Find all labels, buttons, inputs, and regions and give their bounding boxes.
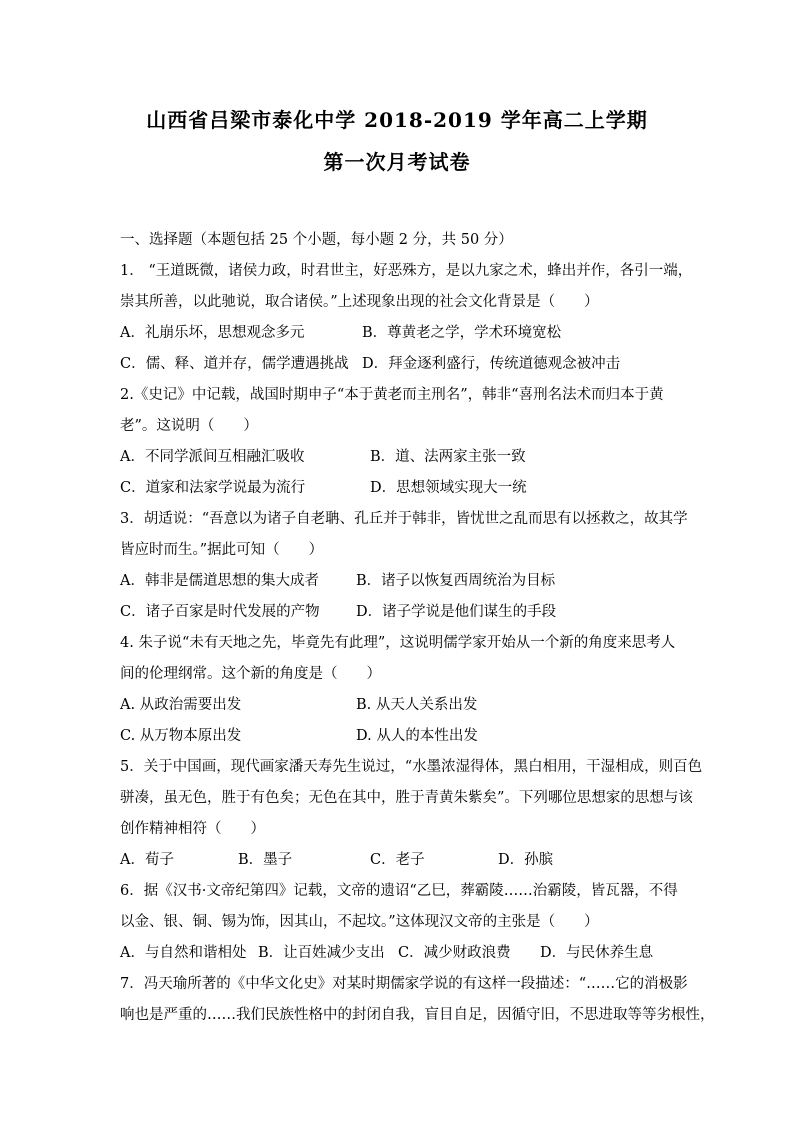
q6-option-a: A．与自然和谐相处: [120, 945, 247, 961]
q1-option-c: C．儒、释、道并存，儒学遭遇挑战: [120, 356, 349, 372]
q3-option-d: D．诸子学说是他们谋生的手段: [356, 604, 557, 620]
q3-option-a: A．韩非是儒道思想的集大成者: [120, 573, 319, 589]
q1-stem-1: 1． “王道既微，诸侯力政，时君世主，好恶殊方，是以九家之术，蜂出并作，各引一端，: [120, 263, 693, 279]
q3-option-b: B．诸子以恢复西周统治为目标: [356, 573, 556, 589]
q1-option-a: A．礼崩乐坏，思想观念多元: [120, 325, 305, 341]
q6-option-c: C．减少财政浪费: [398, 945, 511, 961]
q1-option-d: D．拜金逐利盛行，传统道德观念被冲击: [362, 356, 621, 372]
q5-option-d: D．孙膑: [498, 852, 554, 868]
q6-stem-2: 以金、银、铜、锡为饰，因其山，不起坟。”这体现汉文帝的主张是（ ）: [120, 914, 599, 930]
q1-stem-2: 崇其所善，以此驰说，取合诸侯。”上述现象出现的社会文化背景是（ ）: [120, 294, 599, 310]
q4-option-d: D. 从人的本性出发: [356, 728, 478, 744]
q2-stem-1: 2.《史记》中记载，战国时期申子“本于黄老而主刑名”，韩非“喜刑名法术而归本于黄: [120, 387, 664, 403]
q2-option-b: B．道、法两家主张一致: [370, 449, 526, 465]
q2-option-d: D．思想领域实现大一统: [370, 480, 527, 496]
q4-stem-1: 4. 朱子说“未有天地之先，毕竟先有此理”，这说明儒学家开始从一个新的角度来思考人: [120, 635, 676, 651]
q4-option-b: B. 从天人关系出发: [356, 697, 478, 713]
section-heading: 一、选择题（本题包括 25 个小题，每小题 2 分，共 50 分）: [120, 232, 513, 248]
exam-title-line2: 第一次月考试卷: [323, 150, 471, 174]
q2-stem-2: 老”。这说明（ ）: [120, 418, 258, 434]
q1-option-b: B．尊黄老之学，学术环境宽松: [362, 325, 562, 341]
q6-option-d: D．与民休养生息: [540, 945, 654, 961]
q5-option-b: B．墨子: [238, 852, 293, 868]
q2-option-a: A．不同学派间互相融汇吸收: [120, 449, 305, 465]
q4-option-c: C. 从万物本原出发: [120, 728, 242, 744]
exam-title-line1: 山西省吕梁市泰化中学 2018-2019 学年高二上学期: [146, 108, 648, 132]
q3-stem-2: 皆应时而生。”据此可知（ ）: [120, 542, 324, 558]
q4-option-a: A. 从政治需要出发: [120, 697, 242, 713]
q5-option-a: A．荀子: [120, 852, 174, 868]
q5-option-c: C．老子: [370, 852, 425, 868]
q5-stem-1: 5．关于中国画，现代画家潘天寿先生说过，“水墨浓湿得体，黑白相用，干湿相成，则百色: [120, 759, 703, 775]
q6-option-b: B．让百姓减少支出: [258, 945, 385, 961]
q4-stem-2: 间的伦理纲常。这个新的角度是（ ）: [120, 666, 381, 682]
q7-stem-2: 响也是严重的……我们民族性格中的封闭自我，盲目自足，因循守旧，不思进取等等劣根性，: [120, 1007, 715, 1023]
q7-stem-1: 7．冯天瑜所著的《中华文化史》对某时期儒家学说的有这样一段描述：“……它的消极影: [120, 976, 688, 992]
q3-option-c: C．诸子百家是时代发展的产物: [120, 604, 320, 620]
q2-option-c: C．道家和法家学说最为流行: [120, 480, 306, 496]
q5-stem-2: 骈凑，虽无色，胜于有色矣；无色在其中，胜于青黄朱紫矣”。下列哪位思想家的思想与该: [120, 790, 693, 806]
q6-stem-1: 6．据《汉书·文帝纪第四》记载，文帝的遗诏“乙巳，葬霸陵……治霸陵，皆瓦器，不得: [120, 883, 678, 899]
q5-stem-3: 创作精神相符（ ）: [120, 821, 265, 837]
q3-stem-1: 3．胡适说：“吾意以为诸子自老聃、孔丘并于韩非，皆忧世之乱而思有以拯救之，故其学: [120, 511, 688, 527]
